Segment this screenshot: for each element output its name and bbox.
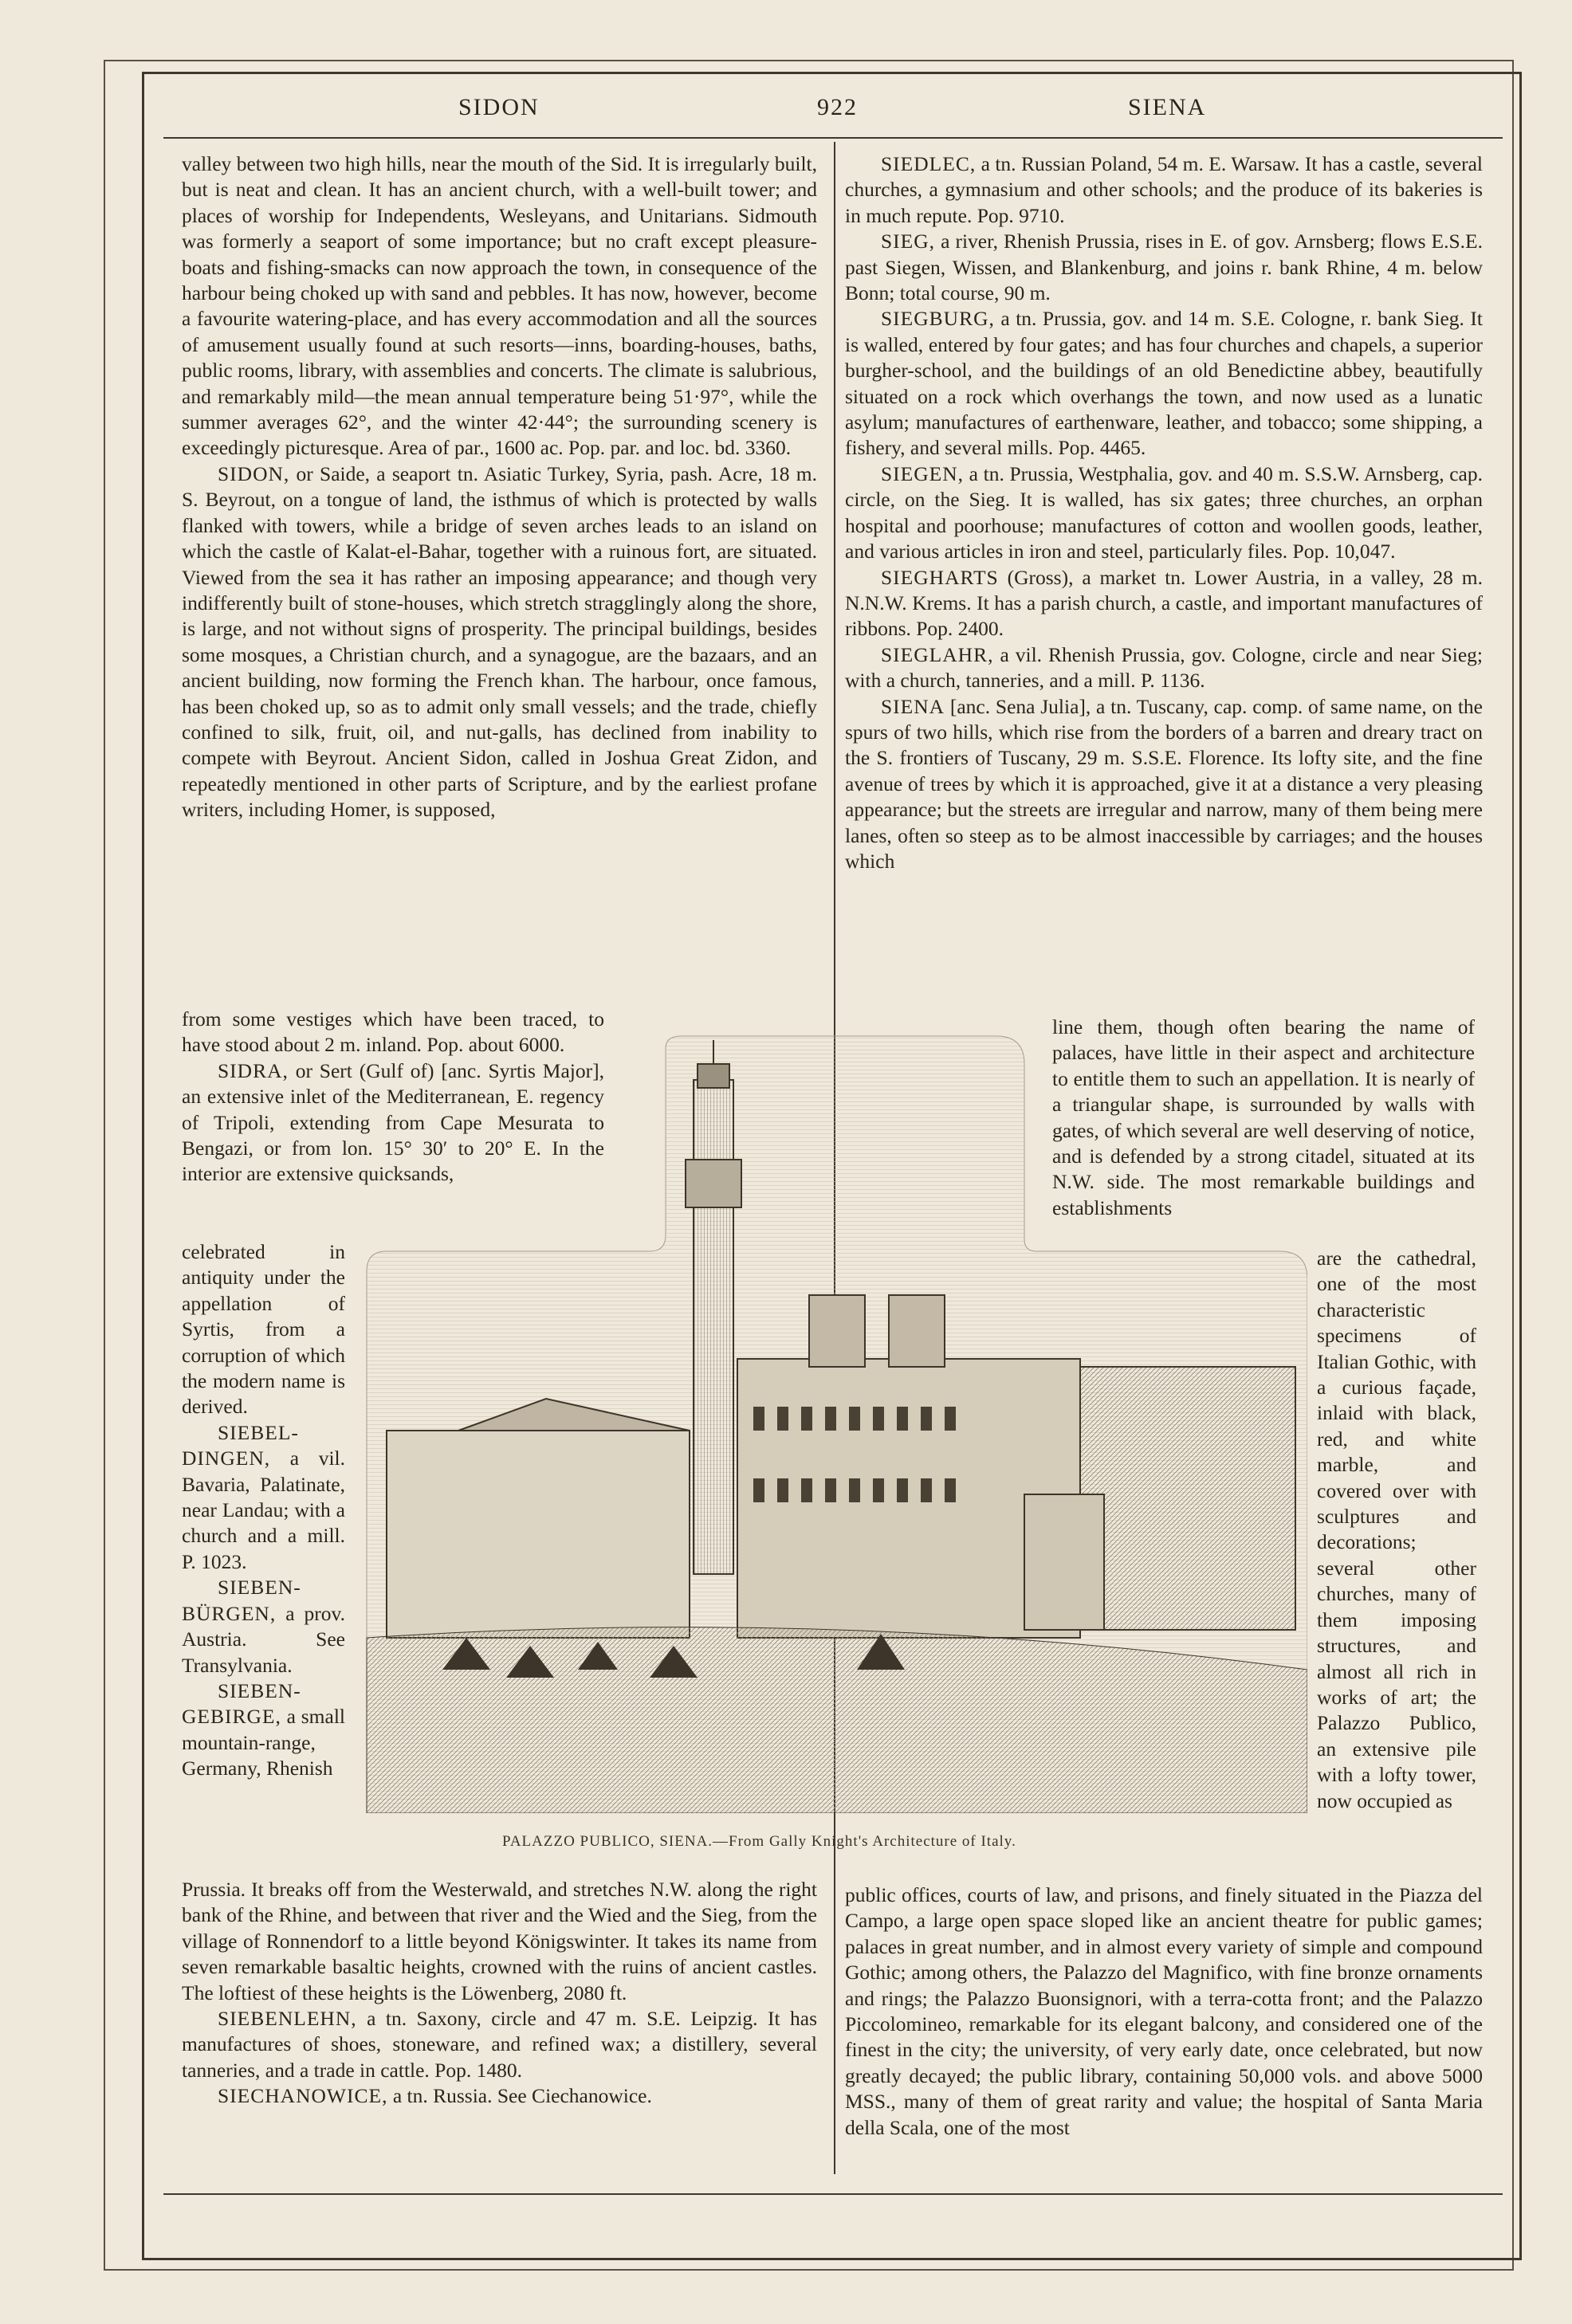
entry-siena	[845, 694, 1483, 875]
header-rule	[163, 137, 1503, 139]
figure-palazzo-publico	[363, 1032, 1307, 1813]
entry-text: a tn. Prussia, gov. and 14 m. S.E. Cologne, r. bank Sieg. It is walled, entered by four gates; and has four churches and chapels, a superior burgher-school, and the buildings of an old Benedictine abbey, beautifully situated on a rock which overhangs the town, and now used as a lunatic asylum; manufactures of earthenware, leather, and tobacco; some shipping, a fishery, and several mills. Pop. 4465.	[845, 307, 1483, 460]
siebengebirge-continuation: Prussia. It breaks off from the Westerwald, and stretches N.W. along the right bank of the Rhine, and between that river and the Wied and the Sieg, from the village of Ronnendorf to a little beyond Königswinter. It takes its name from seven remarkable basaltic heights, crowned with the ruins of ancient castles. The loftiest of these heights is the Löwenberg, 2080 ft.	[182, 1878, 817, 2004]
left-wrap-narrow	[182, 1239, 345, 1782]
right-wrap-narrow	[1317, 1246, 1476, 1814]
entry-text: a tn. Saxony, circle and 47 m. S.E. Leipzig. It has manufactures of shoes, stoneware, and refined wax; a distillery, several tanneries, and a trade in cattle. Pop. 1480.	[182, 2007, 817, 2082]
figure-caption: PALAZZO PUBLICO, SIENA.—From Gally Knight's Architecture of Italy.	[502, 1833, 1016, 1850]
entry-text: a vil. Bavaria, Palatinate, near Landau; with a church and a mill. P. 1023.	[182, 1447, 345, 1573]
entry-siechanowice	[182, 2083, 817, 2109]
entry-siegharts	[845, 565, 1483, 642]
tower	[694, 1080, 733, 1574]
headword: SIDRA,	[218, 1058, 289, 1082]
entry-siebenburgen	[182, 1575, 345, 1678]
headword: SIEG,	[881, 230, 936, 253]
entry-text: a small mountain-range, Germany, Rhenish	[182, 1705, 345, 1780]
headword: SIEGEN,	[881, 461, 965, 485]
entry-siebenlehn	[182, 2006, 817, 2083]
entry-text: a tn. Russian Poland, 54 m. E. Warsaw. It has a castle, several churches, a gymnasium and other schools; and the produce of its bakeries is in much repute. Pop. 9710.	[845, 152, 1483, 227]
siena-continuation: public offices, courts of law, and prisons, and finely situated in the Piazza del Campo, a large open space sloped like an ancient theatre for public games; palaces in great number, and in almost every variety of simple and compound Gothic; among others, the Palazzo del Magnifico, with fine bronze ornaments and rings; the Palazzo Buonsignori, with a terra-cotta front; and the Palazzo Piccolomineo, remarkable for its elegant balcony, and considered one of the finest in the city; the university, of very early date, once celebrated, but now greatly decayed; the public library, containing 50,000 vols. and above 5000 MSS., many of them of great rarity and value; the hospital of Santa Maria della Scala, one of the most	[845, 1883, 1483, 2139]
entry-text: [anc. Sena Julia], a tn. Tuscany, cap. comp. of same name, on the spurs of two hills, which rise from the borders of a barren and dreary tract on the S. frontiers of Tuscany, 29 m. S.S.E. Florence. Its lofty site, and the fine avenue of trees by which it is approached, give it at a distance a very pleasing appearance; but the streets are irregular and narrow, many of them being mere lanes, often so steep as to be almost inaccessible by carriages; and the houses which	[845, 694, 1483, 873]
entry-siebeldingen	[182, 1420, 345, 1575]
entry-text: a river, Rhenish Prussia, rises in E. of gov. Arnsberg; flows E.S.E. past Siegen, Wissen, and Blankenburg, and joins r. bank Rhine, 4 m. below Bonn; total course, 90 m.	[845, 230, 1483, 305]
running-header	[163, 94, 1503, 134]
entry-sieg	[845, 229, 1483, 306]
entry-sieglahr	[845, 642, 1483, 694]
siena-wrap-text-1: line them, though often bearing the name of palaces, have little in their aspect and architecture to entitle them to such an appellation. It is nearly of a triangular shape, is surrounded by walls with gates, of which several are well deserving of notice, and is defended by a strong citadel, situated at its N.W. side. The most remarkable buildings and establishments	[1052, 1015, 1475, 1219]
headword: SIEGLAHR,	[881, 642, 994, 666]
sidra-wrap-text: celebrated in antiquity under the appellation of Syrtis, from a corruption of which the modern name is derived.	[182, 1240, 345, 1419]
left-column-upper	[182, 151, 817, 1020]
headword: SIEBEN-BÜRGEN,	[182, 1576, 301, 1625]
entry-text: a tn. Russia. See Ciechanowice.	[387, 2084, 652, 2108]
entry-text: or Sert (Gulf of) [anc. Syrtis Major], an extensive inlet of the Mediterranean, E. regency of Tripoli, extending from Cape Mesurata to Bengazi, or from lon. 15° 30′ to 20° E. In the interior are extensive quicksands,	[182, 1058, 604, 1186]
sidmouth-continuation: valley between two high hills, near the mouth of the Sid. It is irregularly built, but is neat and clean. It has an ancient church, with a well-built tower; and places of worship for Independents, Wesleyans, and Unitarians. Sidmouth was formerly a seaport of some importance; but no craft except pleasure-boats and fishing-smacks can now approach the town, in consequence of the harbour being choked up with sand and pebbles. It has now, however, become a favourite watering-place, and has every accommodation and all the sources of amusement usually found at such resorts—inns, boarding-houses, baths, public rooms, library, with assemblies and concerts. The climate is salubrious, and remarkably mild—the mean annual temperature being 51·97°, while the summer averages 62°, and the winter 42·44°; the surrounding scenery is exceedingly picturesque. Area of par., 1600 ac. Pop. par. and loc. bd. 3360.	[182, 152, 817, 460]
entry-siedlec	[845, 151, 1483, 229]
headword: SIECHANOWICE,	[218, 2084, 388, 2108]
siena-wrap-text-2: are the cathedral, one of the most characteristic specimens of Italian Gothic, with a curious façade, inlaid with black, red, and white marble, and covered over with sculptures and decorations; several other churches, many of them imposing structures, and almost all rich in works of art; the Palazzo Publico, an extensive pile with a lofty tower, now occupied as	[1317, 1246, 1476, 1812]
headword: SIEGHARTS	[881, 565, 999, 589]
headword: SIEBEL-DINGEN,	[182, 1420, 299, 1470]
right-column-upper	[845, 151, 1483, 1020]
header-right-word: SIENA	[1128, 94, 1207, 120]
entry-siebengebirge	[182, 1678, 345, 1782]
sidon-wrap-text: from some vestiges which have been traced, to have stood about 2 m. inland. Pop. about 6000.	[182, 1007, 604, 1057]
entry-text: a vil. Rhenish Prussia, gov. Cologne, circle and near Sieg; with a church, tanneries, and a mill. P. 1136.	[845, 642, 1483, 693]
entry-text: or Saide, a seaport tn. Asiatic Turkey, Syria, pash. Acre, 18 m. S. Beyrout, on a tongue of land, the isthmus of which is protected by walls flanked with towers, while a bridge of seven arches leads to an island on which the castle of Kalat-el-Bahar, together with a ruinous fort, are situated. Viewed from the sea it has rather an imposing appearance; and though very indifferently built of stone-houses, which stretch stragglingly along the shore, is large, and not without signs of prosperity. The principal buildings, besides some mosques, a Christian church, and a synagogue, are the bazaars, and an ancient building, now forming the French khan. The harbour, once famous, has been choked up, so as to admit only small vessels; and the trade, chiefly confined to silk, fruit, oil, and nut-galls, has declined from inability to compete with Beyrout. Ancient Sidon, called in Joshua Great Zidon, and repeatedly mentioned in other parts of Scripture, and by the earliest profane writers, including Homer, is supposed,	[182, 461, 817, 822]
left-column-lower	[182, 1877, 817, 2110]
headword: SIENA	[881, 694, 945, 718]
entry-text: a prov. Austria. See Transylvania.	[182, 1601, 345, 1677]
entry-text: (Gross), a market tn. Lower Austria, in a valley, 28 m. N.N.W. Krems. It has a parish church, a castle, and important manufactures of ribbons. Pop. 2400.	[845, 565, 1483, 641]
entry-siegen	[845, 461, 1483, 565]
engraving-illustration	[363, 1032, 1307, 1813]
right-column-lower	[845, 1882, 1483, 2141]
headword: SIEBENLEHN,	[218, 2007, 357, 2031]
header-left-word: SIDON	[458, 94, 540, 120]
entry-siegburg	[845, 306, 1483, 461]
headword: SIDON,	[218, 461, 290, 485]
entry-sidon	[182, 461, 817, 823]
headword: SIEBEN-GEBIRGE,	[182, 1678, 301, 1729]
page-number: 922	[817, 94, 858, 120]
headword: SIEDLEC,	[881, 152, 977, 175]
footer-rule	[163, 2193, 1503, 2195]
entry-text: a tn. Prussia, Westphalia, gov. and 40 m. S.S.W. Arnsberg, cap. circle, on the Sieg. It is walled, has six gates; three churches, an orphan hospital and poorhouse; manufactures of cotton and woollen goods, leather, and various articles in iron and steel, particularly files. Pop. 10,047.	[845, 461, 1483, 563]
headword: SIEGBURG,	[881, 307, 995, 331]
